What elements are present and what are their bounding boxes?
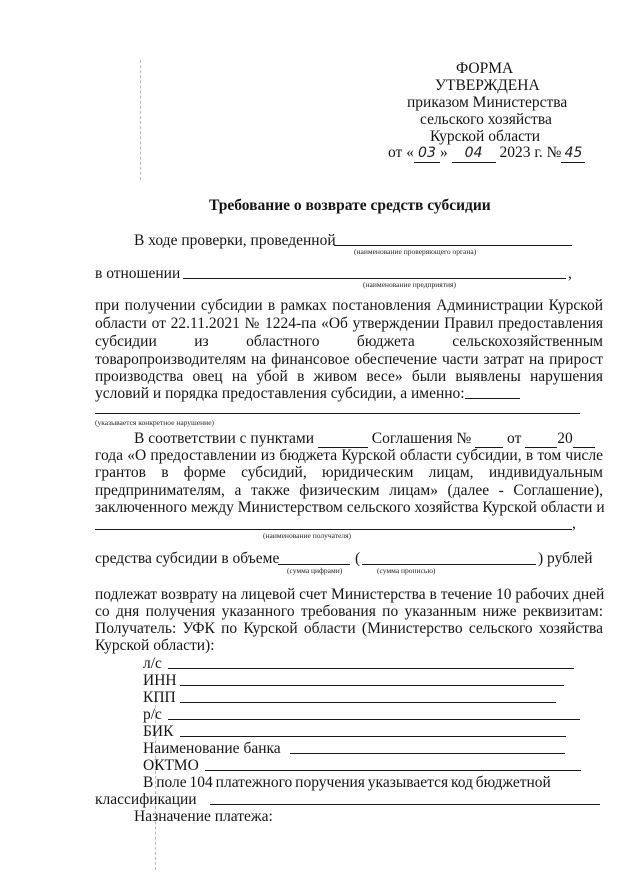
inspection-hint: (наименование проверяющего органа)	[354, 247, 477, 256]
header-region: Курской области	[430, 128, 541, 145]
recipient-hint: (наименование получателя)	[263, 531, 352, 540]
para1-line: области от 22.11.2021 № 1224-па «Об утверждении Правил предоставления	[95, 315, 603, 332]
para3-line: Получатель: УФК по Курской области (Министерство сельского хозяйства	[95, 620, 603, 637]
amount-words-field[interactable]	[362, 564, 536, 565]
para1-line: при получении субсидии в рамках постановления Администрации Курской	[95, 297, 603, 314]
regarding-label: в отношении	[95, 265, 181, 282]
amount-open: (	[355, 550, 361, 567]
regarding-field[interactable]	[183, 278, 566, 279]
requisite-label: л/с	[143, 655, 162, 672]
recipient-comma: ,	[572, 515, 576, 532]
points-field[interactable]	[318, 430, 368, 448]
para3-line: подлежат возврату на лицевой счет Министерства в течение 10 рабочих дней	[95, 586, 605, 603]
header-order: приказом Министерства	[407, 94, 568, 111]
para2-line: грантов в форме субсидий, юридическим лицам, индивидуальным	[95, 464, 603, 481]
para2-line: предпринимателям, а также физическим лицам» (далее - Соглашение),	[95, 482, 603, 499]
oktmo-field[interactable]	[205, 770, 581, 771]
header-form: ФОРМА	[456, 60, 514, 77]
regarding-comma: ,	[568, 265, 572, 282]
points-label: В соответствии с пунктами	[134, 430, 315, 447]
recipient-field[interactable]	[95, 529, 572, 530]
agreement-label: Соглашения №	[371, 430, 472, 447]
requisite-label: Наименование банка	[143, 740, 281, 757]
para3-line: со дня получения указанного требования по указанным ниже реквизитам:	[95, 603, 603, 620]
para2-line: года «О предоставлении из бюджета Курской области субсидии, в том числе	[95, 447, 603, 464]
bank-name-field[interactable]	[290, 753, 565, 754]
violation-hint: (указывается конкретное нарушение)	[95, 418, 215, 427]
inspection-label: В ходе проверки, проведенной	[134, 232, 336, 249]
para3-last: Курской области):	[95, 637, 215, 654]
date-year: 2023 г. №	[499, 144, 562, 161]
settlement-account-field[interactable]	[168, 719, 580, 720]
bik-field[interactable]	[180, 736, 566, 737]
inspection-field[interactable]	[334, 245, 572, 246]
date-month: 04	[452, 145, 496, 163]
header-ministry: сельского хозяйства	[420, 111, 552, 128]
violation-field-inline[interactable]	[465, 398, 520, 399]
requisite-label: ИНН	[143, 672, 177, 689]
agreement-date-field[interactable]	[525, 430, 557, 448]
requisite-label: ОКТМО	[143, 757, 199, 774]
classification-field[interactable]	[210, 804, 600, 805]
field104-text: В поле 104 платежного поручения указывается код бюджетной	[143, 774, 551, 791]
account-field[interactable]	[168, 668, 574, 669]
para1-last: условий и порядка предоставления субсидии, а именно:	[95, 385, 465, 402]
document-title: Требование о возврате средств субсидии	[209, 197, 491, 214]
amount-words-hint: (сумма прописью)	[377, 566, 436, 575]
para1-line: производства овец на убой в живом весе» были выявлены нарушения	[95, 368, 603, 385]
para1-line: субсидии из областного бюджета сельскохозяйственным	[95, 333, 603, 350]
year-prefix: 20	[557, 430, 573, 447]
agreement-from-label: от	[507, 430, 522, 447]
agreement-number-field[interactable]	[475, 430, 503, 448]
para2-line: заключенного между Министерством сельского хозяйства Курской области и	[95, 499, 605, 516]
year-field[interactable]	[573, 430, 595, 448]
classification-label: классификации	[95, 791, 197, 808]
requisite-label: р/с	[143, 706, 162, 723]
para2-first	[134, 430, 595, 448]
para1-line: товаропроизводителям на финансовое обеспечение части затрат на прирост	[95, 351, 603, 368]
inn-field[interactable]	[180, 685, 564, 686]
order-number: 45	[561, 145, 585, 163]
amount-digits-field[interactable]	[278, 564, 350, 565]
header-date-line	[388, 144, 585, 163]
violation-field[interactable]	[95, 413, 580, 414]
date-day: 03	[414, 145, 440, 163]
header-approved: УТВЕРЖДЕНА	[435, 77, 540, 94]
requisite-label: КПП	[143, 689, 176, 706]
kpp-field[interactable]	[180, 702, 556, 703]
regarding-hint: (наименование предприятия)	[363, 280, 456, 289]
scan-mark-left	[140, 60, 141, 180]
date-prefix: от «	[388, 144, 414, 161]
requisite-label: БИК	[143, 723, 174, 740]
amount-close: ) рублей	[538, 550, 593, 567]
amount-label: средства субсидии в объеме	[95, 550, 280, 567]
date-quote: »	[439, 144, 448, 161]
amount-digits-hint: (сумма цифрами)	[287, 566, 343, 575]
payment-purpose-label: Назначение платежа:	[134, 808, 273, 825]
